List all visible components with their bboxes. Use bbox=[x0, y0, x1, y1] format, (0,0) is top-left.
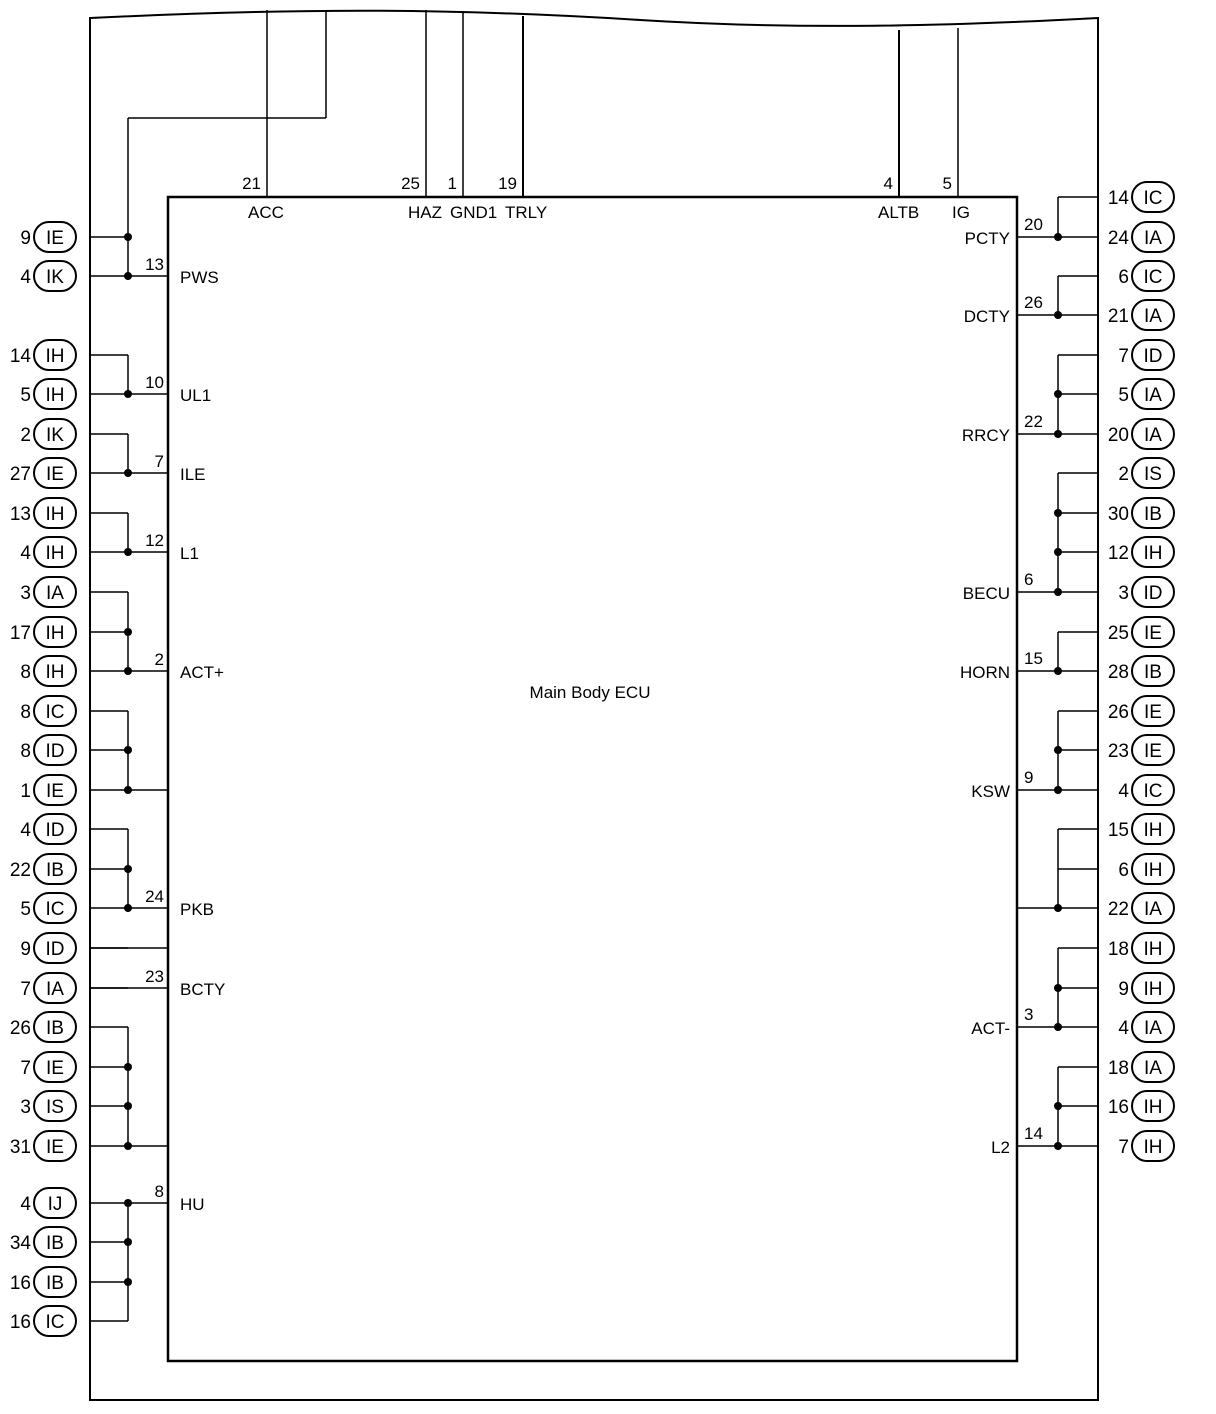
connector-code: IH bbox=[45, 543, 65, 564]
pin-label: PCTY bbox=[964, 229, 1010, 248]
pin-label: PWS bbox=[180, 268, 219, 287]
connector-code: IE bbox=[46, 228, 64, 249]
right-connector-11 bbox=[1108, 617, 1174, 647]
connector-number: 7 bbox=[1118, 346, 1129, 367]
connector-number: 4 bbox=[20, 1194, 31, 1215]
splice-dot bbox=[1054, 311, 1062, 319]
pin-number: 21 bbox=[242, 174, 261, 193]
right-connector-10 bbox=[1118, 577, 1174, 607]
connector-number: 3 bbox=[20, 583, 31, 604]
left-connector-1 bbox=[20, 261, 76, 291]
connector-code: IB bbox=[46, 1233, 64, 1254]
connector-code: IA bbox=[46, 979, 64, 1000]
splice-dot bbox=[124, 746, 132, 754]
connector-number: 3 bbox=[1118, 583, 1129, 604]
pin-label: PKB bbox=[180, 900, 215, 919]
right-connector-3 bbox=[1108, 300, 1174, 330]
right-connector-24 bbox=[1118, 1131, 1174, 1161]
ecu-box bbox=[168, 197, 1017, 1361]
splice-dot bbox=[124, 628, 132, 636]
connector-code: IA bbox=[1144, 306, 1162, 327]
left-connector-13 bbox=[20, 775, 76, 805]
splice-dot bbox=[1054, 904, 1062, 912]
connector-code: IH bbox=[1143, 820, 1163, 841]
connector-number: 7 bbox=[20, 1058, 31, 1079]
connector-code: IE bbox=[46, 464, 64, 485]
connector-number: 12 bbox=[1107, 543, 1129, 564]
connector-number: 8 bbox=[20, 662, 31, 683]
connector-number: 25 bbox=[1107, 623, 1129, 644]
pin-label: HORN bbox=[959, 663, 1010, 682]
connector-number: 9 bbox=[20, 228, 31, 249]
splice-dot bbox=[1054, 1102, 1062, 1110]
connector-number: 26 bbox=[1107, 702, 1129, 723]
pin-label: RRCY bbox=[961, 426, 1010, 445]
pin-number: 26 bbox=[1024, 293, 1043, 312]
left-connector-18 bbox=[20, 973, 76, 1003]
right-connector-17 bbox=[1118, 854, 1174, 884]
pin-number: 1 bbox=[447, 174, 457, 193]
connector-code: ID bbox=[45, 741, 65, 762]
connector-code: IC bbox=[45, 899, 65, 920]
connector-code: IE bbox=[46, 781, 64, 802]
left-connector-11 bbox=[20, 696, 76, 726]
left-connector-3 bbox=[20, 379, 76, 409]
pin-label: L1 bbox=[180, 544, 199, 563]
connector-code: IC bbox=[1143, 781, 1163, 802]
connector-code: IK bbox=[46, 267, 64, 288]
pin-label: ACC bbox=[248, 203, 284, 222]
splice-dot bbox=[1054, 390, 1062, 398]
pin-label: ACT- bbox=[971, 1019, 1010, 1038]
left-connector-8 bbox=[20, 577, 76, 607]
pin-label: GND1 bbox=[450, 203, 498, 222]
connector-number: 1 bbox=[20, 781, 31, 802]
left-connector-24 bbox=[10, 1227, 76, 1257]
right-connector-18 bbox=[1108, 893, 1174, 923]
connector-code: IA bbox=[1144, 1018, 1162, 1039]
connector-code: IH bbox=[1143, 1137, 1163, 1158]
pin-label: ACT+ bbox=[180, 663, 224, 682]
pin-number: 14 bbox=[1024, 1124, 1043, 1143]
splice-dot bbox=[1054, 746, 1062, 754]
splice-dot bbox=[1054, 786, 1062, 794]
connector-number: 14 bbox=[1107, 188, 1129, 209]
left-connector-23 bbox=[20, 1188, 76, 1218]
pin-label: TRLY bbox=[505, 203, 548, 222]
pin-number: 10 bbox=[145, 373, 164, 392]
connector-code: IE bbox=[46, 1137, 64, 1158]
connector-code: IH bbox=[45, 662, 65, 683]
connector-number: 4 bbox=[20, 267, 31, 288]
connector-number: 28 bbox=[1107, 662, 1129, 683]
connector-number: 31 bbox=[9, 1137, 31, 1158]
right-connector-21 bbox=[1118, 1012, 1174, 1042]
splice-dot bbox=[124, 865, 132, 873]
connector-number: 9 bbox=[20, 939, 31, 960]
connector-number: 4 bbox=[1118, 781, 1129, 802]
pin-label: BCTY bbox=[180, 980, 226, 999]
right-connector-19 bbox=[1108, 933, 1174, 963]
left-connector-14 bbox=[20, 814, 76, 844]
left-connector-19 bbox=[10, 1012, 76, 1042]
left-connector-20 bbox=[20, 1052, 76, 1082]
connector-code: IC bbox=[45, 1312, 65, 1333]
left-connector-21 bbox=[20, 1091, 76, 1121]
left-connector-17 bbox=[20, 933, 76, 963]
pin-number: 6 bbox=[1024, 570, 1034, 589]
connector-number: 6 bbox=[1118, 860, 1129, 881]
left-connector-7 bbox=[20, 537, 76, 567]
right-connector-13 bbox=[1108, 696, 1174, 726]
connector-number: 26 bbox=[9, 1018, 31, 1039]
right-connector-12 bbox=[1108, 656, 1174, 686]
splice-dot bbox=[124, 1278, 132, 1286]
connector-code: IH bbox=[1143, 543, 1163, 564]
left-connector-4 bbox=[20, 419, 76, 449]
splice-dot bbox=[124, 390, 132, 398]
connector-number: 34 bbox=[9, 1233, 31, 1254]
splice-dot bbox=[124, 1102, 132, 1110]
pin-number: 3 bbox=[1024, 1005, 1034, 1024]
connector-number: 2 bbox=[1118, 464, 1129, 485]
connector-number: 13 bbox=[9, 504, 31, 525]
connector-code: IE bbox=[1144, 741, 1162, 762]
left-connectors bbox=[10, 222, 76, 1336]
connector-code: IH bbox=[1143, 1097, 1163, 1118]
pin-number: 15 bbox=[1024, 649, 1043, 668]
left-connector-10 bbox=[20, 656, 76, 686]
splice-dot bbox=[124, 904, 132, 912]
pin-label: HU bbox=[180, 1195, 205, 1214]
connector-code: IA bbox=[1144, 228, 1162, 249]
connector-number: 6 bbox=[1118, 267, 1129, 288]
connector-code: IB bbox=[1144, 504, 1162, 525]
splice-dot bbox=[124, 667, 132, 675]
pin-number: 25 bbox=[401, 174, 420, 193]
connector-number: 4 bbox=[20, 820, 31, 841]
pin-number: 23 bbox=[145, 967, 164, 986]
connector-number: 15 bbox=[1107, 820, 1129, 841]
connector-code: IA bbox=[1144, 899, 1162, 920]
splice-dots bbox=[124, 233, 1062, 1286]
pin-number: 12 bbox=[145, 531, 164, 550]
right-connector-5 bbox=[1118, 379, 1174, 409]
right-connector-6 bbox=[1108, 419, 1174, 449]
pin-label: KSW bbox=[971, 782, 1010, 801]
pin-number: 2 bbox=[154, 650, 164, 669]
connector-code: IA bbox=[1144, 1058, 1162, 1079]
connector-code: IC bbox=[1143, 188, 1163, 209]
splice-dot bbox=[1054, 1023, 1062, 1031]
connector-code: IS bbox=[1144, 464, 1162, 485]
pin-label: HAZ bbox=[408, 203, 442, 222]
connector-number: 16 bbox=[1107, 1097, 1129, 1118]
pin-number: 20 bbox=[1024, 215, 1043, 234]
connector-number: 7 bbox=[1118, 1137, 1129, 1158]
connector-code: IA bbox=[1144, 425, 1162, 446]
connector-code: IH bbox=[45, 623, 65, 644]
wires bbox=[90, 10, 1098, 1321]
connector-code: IC bbox=[1143, 267, 1163, 288]
pin-label: UL1 bbox=[180, 386, 212, 405]
pin-label: IG bbox=[952, 203, 970, 222]
pin-number: 13 bbox=[145, 255, 164, 274]
connector-number: 8 bbox=[20, 741, 31, 762]
splice-dot bbox=[1054, 667, 1062, 675]
connector-code: IH bbox=[45, 504, 65, 525]
connector-code: IE bbox=[1144, 623, 1162, 644]
connector-code: IA bbox=[1144, 385, 1162, 406]
connector-number: 16 bbox=[9, 1273, 31, 1294]
left-connector-2 bbox=[10, 340, 76, 370]
connector-number: 23 bbox=[1107, 741, 1129, 762]
connector-code: IE bbox=[1144, 702, 1162, 723]
connector-number: 14 bbox=[9, 346, 31, 367]
connector-code: IH bbox=[1143, 979, 1163, 1000]
splice-dot bbox=[124, 469, 132, 477]
connector-code: IH bbox=[1143, 939, 1163, 960]
right-connector-23 bbox=[1108, 1091, 1174, 1121]
pin-number: 7 bbox=[154, 452, 164, 471]
connector-code: IA bbox=[46, 583, 64, 604]
connector-number: 9 bbox=[1118, 979, 1129, 1000]
connector-number: 24 bbox=[1107, 228, 1129, 249]
connector-code: IH bbox=[45, 385, 65, 406]
connector-number: 3 bbox=[20, 1097, 31, 1118]
connector-code: IB bbox=[1144, 662, 1162, 683]
splice-dot bbox=[1054, 430, 1062, 438]
right-connector-8 bbox=[1108, 498, 1174, 528]
connector-number: 2 bbox=[20, 425, 31, 446]
pin-number: 9 bbox=[1024, 768, 1034, 787]
right-connector-0 bbox=[1108, 182, 1174, 212]
pin-label: L2 bbox=[991, 1138, 1010, 1157]
splice-dot bbox=[124, 1142, 132, 1150]
right-connector-9 bbox=[1108, 537, 1174, 567]
left-connector-22 bbox=[10, 1131, 76, 1161]
connector-number: 8 bbox=[20, 702, 31, 723]
connector-number: 30 bbox=[1107, 504, 1129, 525]
pin-label: BECU bbox=[962, 584, 1010, 603]
left-connector-0 bbox=[20, 222, 76, 252]
left-connector-5 bbox=[10, 458, 76, 488]
connector-number: 22 bbox=[9, 860, 31, 881]
left-connector-16 bbox=[20, 893, 76, 923]
splice-dot bbox=[1054, 984, 1062, 992]
right-connector-1 bbox=[1108, 222, 1174, 252]
ecu-name: Main Body ECU bbox=[529, 683, 651, 702]
connector-number: 4 bbox=[20, 543, 31, 564]
connector-code: IS bbox=[46, 1097, 64, 1118]
right-connector-14 bbox=[1108, 735, 1174, 765]
connector-code: ID bbox=[1143, 346, 1163, 367]
connector-number: 22 bbox=[1107, 899, 1129, 920]
connector-number: 27 bbox=[9, 464, 31, 485]
connector-number: 16 bbox=[9, 1312, 31, 1333]
connector-number: 18 bbox=[1107, 1058, 1129, 1079]
left-connector-6 bbox=[10, 498, 76, 528]
splice-dot bbox=[124, 1199, 132, 1207]
diagram-outer-frame bbox=[90, 11, 1098, 1400]
splice-dot bbox=[1054, 233, 1062, 241]
connector-code: IJ bbox=[47, 1194, 63, 1215]
connector-number: 20 bbox=[1107, 425, 1129, 446]
right-connector-16 bbox=[1108, 814, 1174, 844]
connector-number: 7 bbox=[20, 979, 31, 1000]
splice-dot bbox=[124, 548, 132, 556]
connector-code: IH bbox=[1143, 860, 1163, 881]
splice-dot bbox=[124, 1063, 132, 1071]
splice-dot bbox=[124, 786, 132, 794]
left-connector-9 bbox=[10, 617, 76, 647]
splice-dot bbox=[1054, 509, 1062, 517]
splice-dot bbox=[124, 233, 132, 241]
right-connector-4 bbox=[1118, 340, 1174, 370]
right-connector-7 bbox=[1118, 458, 1174, 488]
right-connector-22 bbox=[1108, 1052, 1174, 1082]
connector-code: IC bbox=[45, 702, 65, 723]
pin-number: 5 bbox=[942, 174, 952, 193]
pin-label: ILE bbox=[180, 465, 206, 484]
splice-dot bbox=[124, 272, 132, 280]
connector-number: 18 bbox=[1107, 939, 1129, 960]
right-connector-2 bbox=[1118, 261, 1174, 291]
pin-number: 4 bbox=[883, 174, 893, 193]
connector-code: IB bbox=[46, 860, 64, 881]
right-connector-15 bbox=[1118, 775, 1174, 805]
connector-code: IB bbox=[46, 1018, 64, 1039]
pin-label: ALTB bbox=[878, 203, 920, 222]
connector-number: 5 bbox=[1118, 385, 1129, 406]
connector-code: ID bbox=[1143, 583, 1163, 604]
pin-number: 24 bbox=[145, 887, 164, 906]
splice-dot bbox=[1054, 588, 1062, 596]
pin-number: 22 bbox=[1024, 412, 1043, 431]
splice-dot bbox=[1054, 1142, 1062, 1150]
pin-label: DCTY bbox=[963, 307, 1010, 326]
pin-number: 8 bbox=[154, 1182, 164, 1201]
left-connector-15 bbox=[10, 854, 76, 884]
connector-code: IE bbox=[46, 1058, 64, 1079]
left-connector-26 bbox=[10, 1306, 76, 1336]
connector-number: 4 bbox=[1118, 1018, 1129, 1039]
right-connector-20 bbox=[1118, 973, 1174, 1003]
connector-number: 17 bbox=[9, 623, 31, 644]
connector-number: 5 bbox=[20, 385, 31, 406]
connector-code: IH bbox=[45, 346, 65, 367]
connector-number: 21 bbox=[1107, 306, 1129, 327]
right-connectors bbox=[1108, 182, 1174, 1161]
connector-number: 5 bbox=[20, 899, 31, 920]
left-connector-12 bbox=[20, 735, 76, 765]
connector-code: IB bbox=[46, 1273, 64, 1294]
splice-dot bbox=[124, 1238, 132, 1246]
connector-code: ID bbox=[45, 939, 65, 960]
splice-dot bbox=[1054, 548, 1062, 556]
left-connector-25 bbox=[10, 1267, 76, 1297]
connector-code: ID bbox=[45, 820, 65, 841]
pin-number: 19 bbox=[498, 174, 517, 193]
connector-code: IK bbox=[46, 425, 64, 446]
